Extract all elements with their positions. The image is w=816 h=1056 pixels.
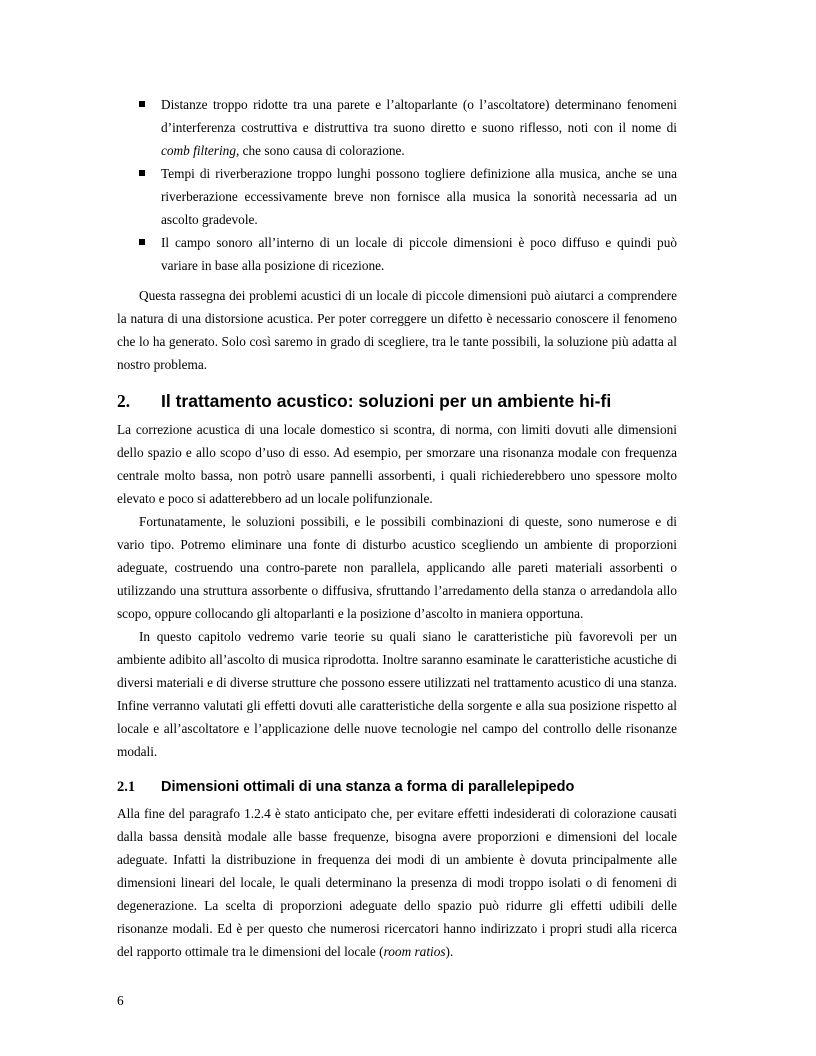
- subsection-number: 2.1: [117, 779, 136, 795]
- list-item: [117, 231, 677, 277]
- bullet-text-end: , che sono causa di colorazione.: [235, 143, 405, 158]
- page-body: [117, 93, 677, 963]
- subsection-title: Dimensioni ottimali di una stanza a forma di parallelepipedo: [161, 779, 575, 795]
- section-paragraph-3: In questo capitolo vedremo varie teorie su quali siano le caratteristiche più favorevoli per un ambiente adibito all’ascolto di musica riprodotta. Inoltre saranno esaminate le caratteristiche acustiche di diversi materiali e di diverse strutture che possono essere utilizzati nel trattamento acustico di una stanza. Infine verranno valutati gli effetti dovuti alle caratteristiche della sorgente e alla sua posizione rispetto al locale e all’ascoltatore e l’applicazione delle nuove tecnologie nel campo del controllo delle risonanze modali.: [117, 629, 677, 759]
- subsection-paragraph: [117, 802, 677, 963]
- room-ratios-term: room ratios: [383, 944, 446, 959]
- section-title: Il trattamento acustico: soluzioni per un ambiente hi-fi: [161, 391, 612, 411]
- bullet-text: Tempi di riverberazione troppo lunghi possono togliere definizione alla musica, anche se una riverberazione eccessivamente breve non fornisce alla musica la sonorità necessaria ad un ascolto gradevole.: [161, 166, 677, 227]
- list-item: [117, 162, 677, 231]
- square-bullet-icon: [139, 170, 145, 176]
- square-bullet-icon: [139, 239, 145, 245]
- intro-paragraph: Questa rassegna dei problemi acustici di un locale di piccole dimensioni può aiutarci a comprendere la natura di una distorsione acustica. Per poter correggere un difetto è necessario conoscere il fenomeno che lo ha generato. Solo così saremo in grado di scegliere, tra le tante possibili, la soluzione più adatta al nostro problema.: [117, 288, 677, 372]
- bullet-text: Distanze troppo ridotte tra una parete e l’altoparlante (o l’ascoltatore) determinano fenomeni d’interferenza costruttiva e distruttiva tra suono diretto e suono riflesso, noti con il nome di: [161, 97, 677, 135]
- section-paragraph-2: Fortunatamente, le soluzioni possibili, e le possibili combinazioni di queste, sono numerose e di vario tipo. Potremo eliminare una fonte di disturbo acustico scegliendo un ambiente di proporzioni adeguate, costruendo una contro-parete non parallela, applicando alle pareti materiali assorbenti o utilizzando una struttura assorbente o diffusiva, sfruttando l’arredamento della stanza o arredandola allo scopo, oppure collocando gli altoparlanti e la posizione d’ascolto in maniera opportuna.: [117, 514, 677, 621]
- section-number: 2.: [117, 391, 131, 411]
- bullet-list: [117, 93, 677, 277]
- section-heading: [117, 387, 677, 415]
- square-bullet-icon: [139, 101, 145, 107]
- bullet-text: Il campo sonoro all’interno di un locale di piccole dimensioni è poco diffuso e quindi può variare in base alla posizione di ricezione.: [161, 235, 677, 273]
- bullet-italic-term: comb filtering: [161, 143, 236, 158]
- subsection-text-end: ).: [445, 944, 454, 959]
- page-number: 6: [117, 993, 124, 1008]
- subsection-text: Alla fine del paragrafo 1.2.4 è stato anticipato che, per evitare effetti indesiderati di colorazione causati dalla bassa densità modale alle basse frequenze, bisogna avere proporzioni e dimensioni del locale adeguate. Infatti la distribuzione in frequenza dei modi di un ambiente è dovuta principalmente alle dimensioni lineari del locale, le quali determinano la presenza di modi troppo isolati o di fenomeni di degenerazione. La scelta di proporzioni adeguate dello spazio può ridurre gli effetti udibili delle risonanze modali. Ed è per questo che numerosi ricercatori hanno indirizzato i propri studi alla ricerca del rapporto ottimale tra le dimensioni del locale (: [117, 806, 677, 959]
- subsection-heading: [117, 775, 677, 799]
- section-paragraph-1: La correzione acustica di una locale domestico si scontra, di norma, con limiti dovuti alle dimensioni dello spazio e allo scopo d’uso di esso. Ad esempio, per smorzare una risonanza modale con frequenza centrale molto bassa, non potrò usare pannelli assorbenti, i quali richiederebbero uno spessore molto elevato e poco si adatterebbero ad un locale polifunzionale.: [117, 422, 677, 506]
- list-item: [117, 93, 677, 162]
